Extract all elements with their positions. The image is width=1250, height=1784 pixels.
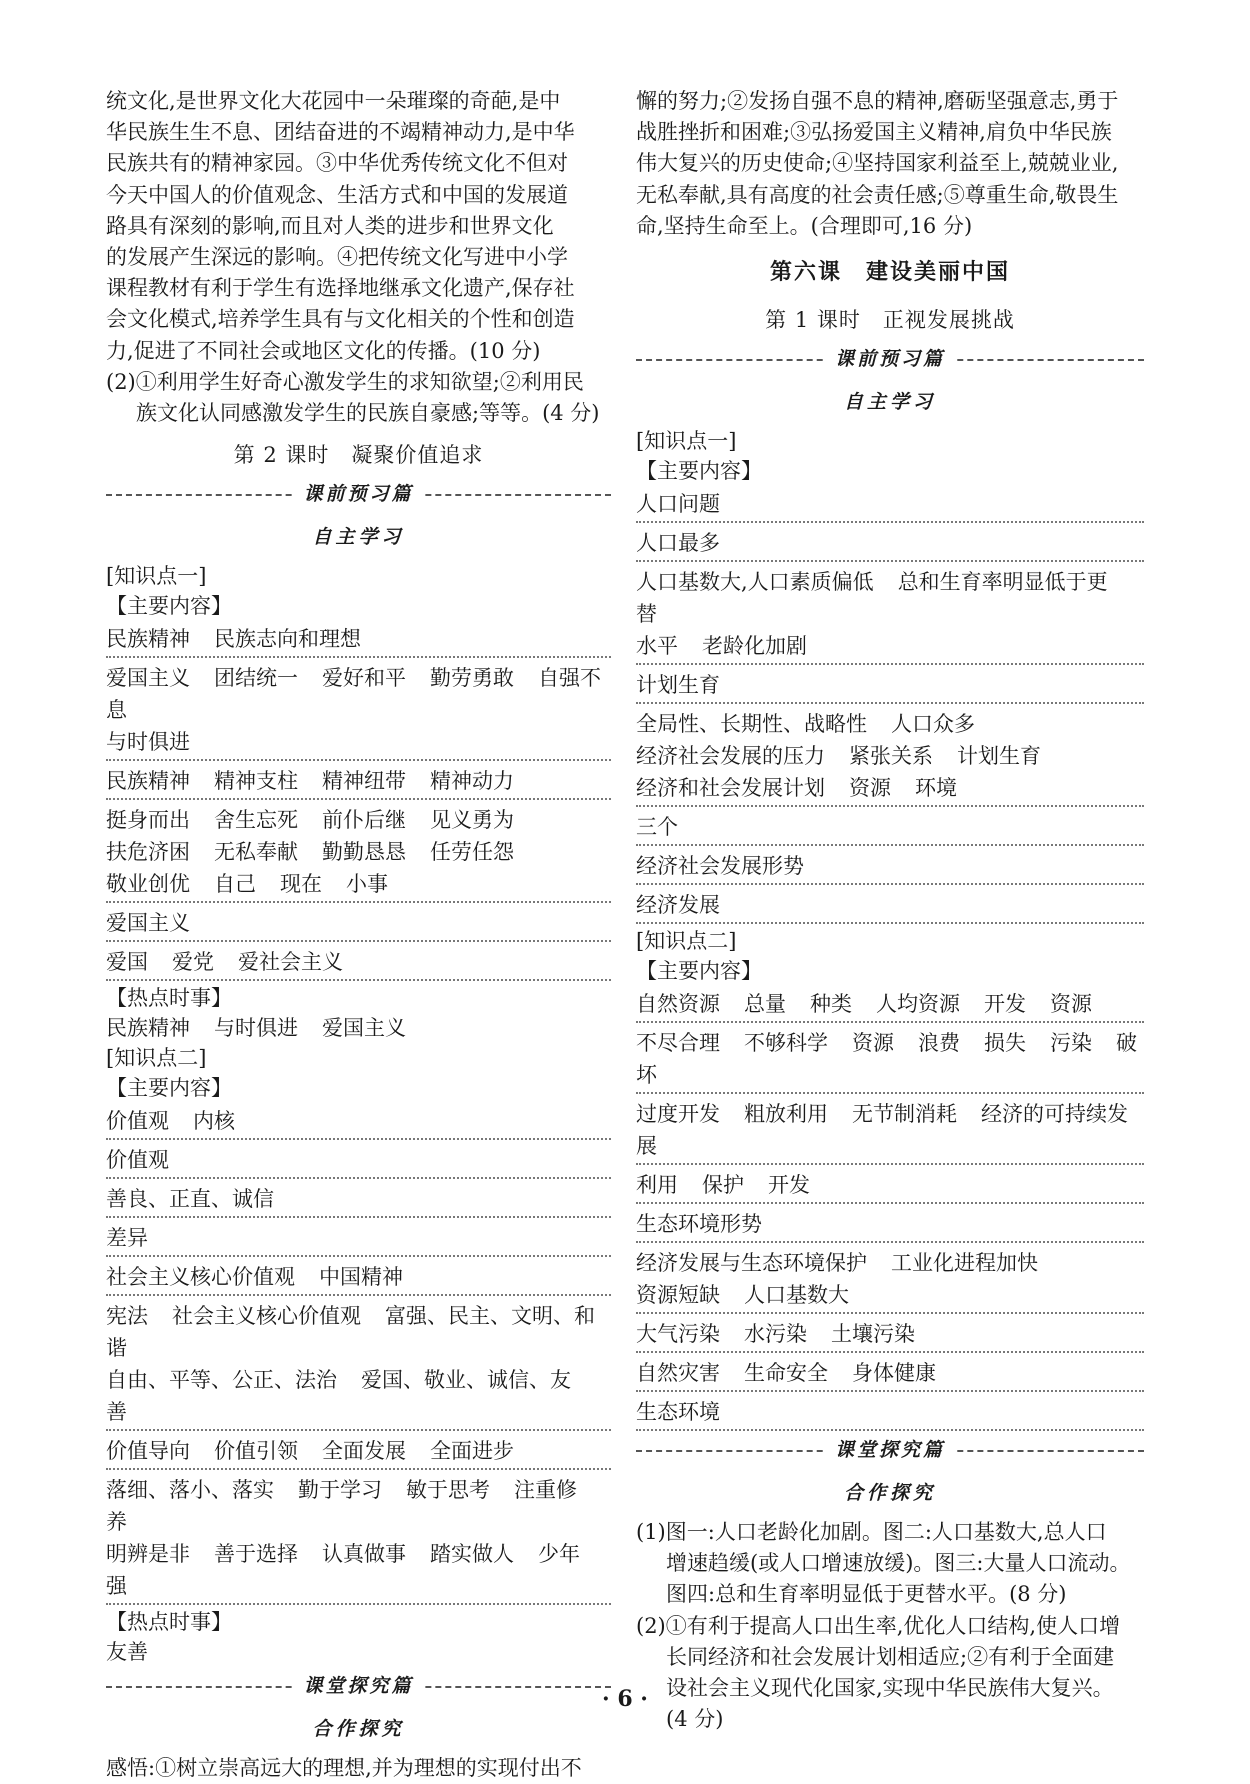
hot-topic-answers xyxy=(106,1013,611,1043)
answer-term: 经济发展与生态环境保护 xyxy=(636,1251,867,1276)
answer-term: 友善 xyxy=(106,1640,148,1665)
answer-term: 人口众多 xyxy=(891,712,975,737)
answer-term: 扶危济困 xyxy=(106,840,190,865)
text-line: 会文化模式,培养学生具有与文化相关的个性和创造 xyxy=(106,307,575,332)
answer-term: 经济社会发展形势 xyxy=(636,854,804,879)
kp2-answer-list-right xyxy=(636,986,1144,1431)
question-2-answer xyxy=(106,367,611,429)
answer-term: 保护 xyxy=(702,1173,744,1198)
answer-block xyxy=(636,1025,1144,1094)
text-line: 族文化认同感激发学生的民族自豪感;等等。(4 分) xyxy=(136,401,600,426)
text-line: (2)①利用学生好奇心激发学生的求知欲望;②利用民 xyxy=(106,369,584,394)
answer-term: 爱国主义 xyxy=(322,1016,406,1041)
answer-term: 注重修养 xyxy=(106,1478,577,1535)
answer-term: 价值引领 xyxy=(214,1439,298,1464)
answer-term: 内核 xyxy=(193,1109,235,1134)
answer-block xyxy=(636,887,1144,924)
answer-block xyxy=(106,1472,611,1605)
page-number: · 6 · xyxy=(602,1686,648,1712)
answer-term: 价值观 xyxy=(106,1148,169,1173)
answer-term: 计划生育 xyxy=(636,673,720,698)
answer-term: 污染 xyxy=(1050,1031,1092,1056)
answer-term: 环境 xyxy=(915,776,957,801)
answer-term: 社会主义核心价值观 xyxy=(106,1265,295,1290)
answer-block xyxy=(106,1013,611,1043)
preview-banner-right: 课前预习篇 xyxy=(636,344,1144,374)
answer-term: 认真做事 xyxy=(322,1542,406,1567)
text-line: 路具有深刻的影响,而且对人类的进步和世界文化 xyxy=(106,213,554,238)
answer-term: 精神纽带 xyxy=(322,769,406,794)
answer-block xyxy=(106,1298,611,1431)
answer-term: 富强、民主、文明、和谐 xyxy=(106,1304,595,1361)
answer-term: 善良、正直、诚信 xyxy=(106,1187,274,1212)
answer-term: 勤劳勇敢 xyxy=(430,666,514,691)
text-line: 设社会主义现代化国家,实现中华民族伟大复兴。 xyxy=(666,1676,1114,1701)
kp1-answer-list-right xyxy=(636,486,1144,924)
answer-term: 人口基数大 xyxy=(744,1283,849,1308)
answer-term: 生态环境 xyxy=(636,1400,720,1425)
answer-block xyxy=(636,667,1144,704)
answer-block xyxy=(636,1316,1144,1353)
answer-term: 工业化进程加快 xyxy=(891,1251,1038,1276)
answer-term: 粗放利用 xyxy=(744,1102,828,1127)
answer-block xyxy=(636,486,1144,523)
answer-term: 敏于思考 xyxy=(406,1478,490,1503)
answer-term: 不够科学 xyxy=(744,1031,828,1056)
answer-term: 爱国、敬业、诚信、友善 xyxy=(106,1368,571,1425)
answer-term: 民族精神 xyxy=(106,1016,190,1041)
answer-term: 经济发展 xyxy=(636,893,720,918)
main-content-label-right: 【主要内容】 xyxy=(636,459,762,484)
knowledge-point-2-label: [知识点二] xyxy=(106,1046,207,1071)
answer-term: 人均资源 xyxy=(876,992,960,1017)
answer-term: 价值导向 xyxy=(106,1439,190,1464)
text-line: 图四:总和生育率明显低于更替水平。(8 分) xyxy=(666,1582,1067,1607)
answer-block xyxy=(636,525,1144,562)
answer-term: 自然资源 xyxy=(636,992,720,1017)
answer-term: 水污染 xyxy=(744,1322,807,1347)
answer-block xyxy=(106,660,611,761)
answer-term: 开发 xyxy=(984,992,1026,1017)
answer-term: 民族精神 xyxy=(106,769,190,794)
answer-term: 少年强 xyxy=(106,1542,580,1599)
answer-block xyxy=(636,1355,1144,1392)
answer-term: 明辨是非 xyxy=(106,1542,190,1567)
answer-term: 自由、平等、公正、法治 xyxy=(106,1368,337,1393)
answer-term: 自己 xyxy=(214,872,256,897)
answer-term: 大气污染 xyxy=(636,1322,720,1347)
question-1-answer-right xyxy=(636,1517,1144,1611)
answer-term: 精神动力 xyxy=(430,769,514,794)
answer-term: 总量 xyxy=(744,992,786,1017)
answer-term: 利用 xyxy=(636,1173,678,1198)
answer-term: 爱国主义 xyxy=(106,666,190,691)
text-line: 战胜挫折和困难;③弘扬爱国主义精神,肩负中华民族 xyxy=(636,120,1112,145)
answer-block xyxy=(106,944,611,981)
answer-term: 民族精神 xyxy=(106,627,190,652)
text-line: 命,坚持生命至上。(合理即可,16 分) xyxy=(636,213,973,238)
answer-term: 任劳任怨 xyxy=(430,840,514,865)
answer-term: 经济的可持续发展 xyxy=(636,1102,1128,1159)
answer-block xyxy=(106,802,611,903)
answer-term: 勤勤恳恳 xyxy=(322,840,406,865)
answer-term: 爱党 xyxy=(172,950,214,975)
answer-term: 资源 xyxy=(849,776,891,801)
answer-block xyxy=(636,1096,1144,1165)
question-2-answer-right xyxy=(636,1611,1144,1736)
kp2-answer-list xyxy=(106,1103,611,1605)
answer-block xyxy=(636,1394,1144,1431)
text-line: 的发展产生深远的影响。④把传统文化写进中小学 xyxy=(106,245,568,270)
answer-term: 过度开发 xyxy=(636,1102,720,1127)
knowledge-point-1-label-right: [知识点一] xyxy=(636,429,737,454)
answer-term: 全面进步 xyxy=(430,1439,514,1464)
hot-topic-label: 【热点时事】 xyxy=(106,986,232,1011)
answer-term: 爱国 xyxy=(106,950,148,975)
self-study-heading: 自主学习 xyxy=(312,526,405,549)
answer-term: 自强不息 xyxy=(106,666,601,723)
text-line: 民族共有的精神家园。③中华优秀传统文化不但对 xyxy=(106,151,568,176)
answer-term: 全面发展 xyxy=(322,1439,406,1464)
cooperation-heading-right: 合作探究 xyxy=(843,1482,936,1505)
class-banner: 课堂探究篇 xyxy=(106,1671,611,1701)
chapter-title: 第六课 建设美丽中国 xyxy=(769,259,1010,286)
main-content-label-2: 【主要内容】 xyxy=(106,1076,232,1101)
answer-block xyxy=(106,1259,611,1296)
answer-term: 爱好和平 xyxy=(322,666,406,691)
answer-block xyxy=(106,905,611,942)
hot-topic-answers-2 xyxy=(106,1637,611,1667)
answer-term: 团结统一 xyxy=(214,666,298,691)
answer-block xyxy=(636,1167,1144,1204)
text-line: 统文化,是世界文化大花园中一朵璀璨的奇葩,是中 xyxy=(106,89,561,113)
answer-block xyxy=(636,706,1144,807)
text-line: 华民族生生不息、团结奋进的不竭精神动力,是中华 xyxy=(106,120,575,145)
answer-block xyxy=(636,848,1144,885)
answer-term: 无节制消耗 xyxy=(852,1102,957,1127)
answer-term: 差异 xyxy=(106,1226,148,1251)
answer-term: 种类 xyxy=(810,992,852,1017)
knowledge-point-1-label: [知识点一] xyxy=(106,564,207,589)
answer-term: 宪法 xyxy=(106,1304,148,1329)
answer-term: 人口问题 xyxy=(636,492,720,517)
preview-banner: 课前预习篇 xyxy=(106,479,611,509)
answer-term: 人口最多 xyxy=(636,531,720,556)
answer-block xyxy=(636,564,1144,665)
text-line: 力,促进了不同社会或地区文化的传播。(10 分) xyxy=(106,338,541,363)
answer-term: 经济和社会发展计划 xyxy=(636,776,825,801)
answer-block xyxy=(106,763,611,800)
answer-term: 资源短缺 xyxy=(636,1283,720,1308)
answer-term: 舍生忘死 xyxy=(214,808,298,833)
answer-block xyxy=(106,1181,611,1218)
cooperation-heading: 合作探究 xyxy=(312,1718,405,1741)
text-line: (2)①有利于提高人口出生率,优化人口结构,使人口增 xyxy=(636,1613,1121,1638)
answer-term: 自然灾害 xyxy=(636,1361,720,1386)
answer-term: 土壤污染 xyxy=(831,1322,915,1347)
text-line: 增速趋缓(或人口增速放缓)。图三:大量人口流动。 xyxy=(666,1551,1131,1576)
answer-term: 水平 xyxy=(636,634,678,659)
answer-term: 爱国主义 xyxy=(106,911,190,936)
answer-term: 全局性、长期性、战略性 xyxy=(636,712,867,737)
answer-block xyxy=(636,1245,1144,1314)
text-line: 伟大复兴的历史使命;④坚持国家利益至上,兢兢业业, xyxy=(636,151,1119,176)
lesson-title: 第 2 课时 凝聚价值追求 xyxy=(233,443,484,468)
answer-block xyxy=(106,621,611,658)
text-line: 课程教材有利于学生有选择地继承文化遗产,保存社 xyxy=(106,276,575,301)
answer-block xyxy=(106,1637,611,1667)
answer-term: 破坏 xyxy=(636,1031,1137,1088)
answer-block xyxy=(636,809,1144,846)
main-content-label: 【主要内容】 xyxy=(106,594,232,619)
answer-term: 资源 xyxy=(852,1031,894,1056)
intro-paragraph xyxy=(106,86,611,367)
left-column xyxy=(106,86,611,1784)
answer-term: 社会主义核心价值观 xyxy=(172,1304,361,1329)
answer-term: 计划生育 xyxy=(957,744,1041,769)
right-column xyxy=(636,86,1144,1735)
answer-term: 三个 xyxy=(636,815,678,840)
answer-term: 资源 xyxy=(1050,992,1092,1017)
answer-block xyxy=(636,1206,1144,1243)
kp1-answer-list xyxy=(106,621,611,981)
answer-term: 无私奉献 xyxy=(214,840,298,865)
answer-block xyxy=(106,1220,611,1257)
text-line: 无私奉献,具有高度的社会责任感;⑤尊重生命,敬畏生 xyxy=(636,182,1119,207)
answer-term: 挺身而出 xyxy=(106,808,190,833)
self-study-heading-right: 自主学习 xyxy=(843,391,936,414)
answer-term: 身体健康 xyxy=(852,1361,936,1386)
answer-term: 爱社会主义 xyxy=(238,950,343,975)
answer-term: 与时俱进 xyxy=(106,730,190,755)
main-content-label-2-right: 【主要内容】 xyxy=(636,959,762,984)
answer-term: 中国精神 xyxy=(319,1265,403,1290)
answer-term: 踏实做人 xyxy=(430,1542,514,1567)
answer-term: 损失 xyxy=(984,1031,1026,1056)
text-line: 长同经济和社会发展计划相适应;②有利于全面建 xyxy=(666,1644,1115,1669)
answer-term: 精神支柱 xyxy=(214,769,298,794)
answer-term: 不尽合理 xyxy=(636,1031,720,1056)
answer-term: 老龄化加剧 xyxy=(702,634,807,659)
answer-term: 与时俱进 xyxy=(214,1016,298,1041)
continued-paragraph xyxy=(636,86,1144,242)
answer-term: 现在 xyxy=(280,872,322,897)
answer-term: 善于选择 xyxy=(214,1542,298,1567)
answer-block xyxy=(106,1142,611,1179)
answer-block xyxy=(106,1103,611,1140)
answer-term: 生态环境形势 xyxy=(636,1212,762,1237)
answer-term: 浪费 xyxy=(918,1031,960,1056)
answer-term: 敬业创优 xyxy=(106,872,190,897)
hot-topic-label-2: 【热点时事】 xyxy=(106,1610,232,1635)
answer-term: 总和生育率明显低于更替 xyxy=(636,570,1108,627)
answer-term: 见义勇为 xyxy=(430,808,514,833)
answer-term: 紧张关系 xyxy=(849,744,933,769)
text-line: (1)图一:人口老龄化加剧。图二:人口基数大,总人口 xyxy=(636,1520,1107,1545)
answer-term: 小事 xyxy=(346,872,388,897)
answer-term: 开发 xyxy=(768,1173,810,1198)
insight-line: 感悟:①树立崇高远大的理想,并为理想的实现付出不 xyxy=(106,1756,582,1781)
answer-term: 勤于学习 xyxy=(298,1478,382,1503)
knowledge-point-2-label-right: [知识点二] xyxy=(636,929,737,954)
answer-term: 经济社会发展的压力 xyxy=(636,744,825,769)
text-line: (4 分) xyxy=(666,1707,724,1732)
answer-block xyxy=(106,1433,611,1470)
answer-term: 生命安全 xyxy=(744,1361,828,1386)
answer-term: 人口基数大,人口素质偏低 xyxy=(636,570,874,595)
lesson-title-right: 第 1 课时 正视发展挑战 xyxy=(765,308,1015,333)
answer-term: 落细、落小、落实 xyxy=(106,1478,274,1503)
text-line: 懈的努力;②发扬自强不息的精神,磨砺坚强意志,勇于 xyxy=(636,89,1119,113)
answer-term: 前仆后继 xyxy=(322,808,406,833)
answer-term: 价值观 xyxy=(106,1109,169,1134)
text-line: 今天中国人的价值观念、生活方式和中国的发展道 xyxy=(106,182,568,207)
answer-term: 民族志向和理想 xyxy=(214,627,361,652)
answer-block xyxy=(636,986,1144,1023)
class-banner-right: 课堂探究篇 xyxy=(636,1435,1144,1465)
